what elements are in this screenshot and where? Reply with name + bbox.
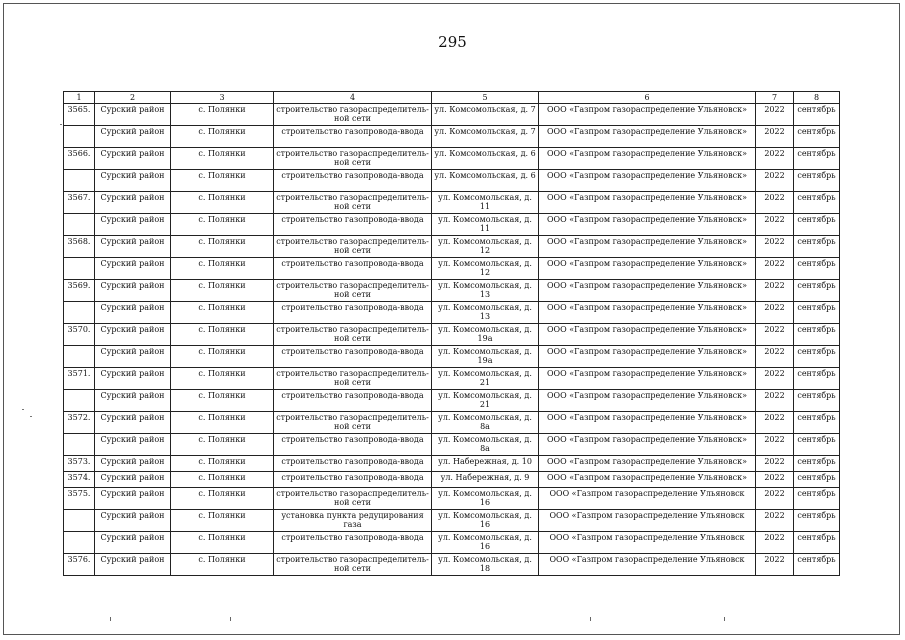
work-type-cell: строительство газораспределитель-ной сети [274, 148, 432, 170]
row-number: 3573. [64, 456, 95, 472]
year-cell: 2022 [756, 456, 794, 472]
year-cell: 2022 [756, 390, 794, 412]
district-cell: Сурский район [95, 192, 171, 214]
village-cell: с. Полянки [171, 302, 274, 324]
work-type-cell: строительство газораспределитель-ной сети [274, 236, 432, 258]
address-cell: ул. Комсомольская, д. 11 [432, 192, 539, 214]
work-type-cell: строительство газопровода-ввода [274, 214, 432, 236]
village-cell: с. Полянки [171, 104, 274, 126]
table-row [64, 456, 840, 472]
scan-tick [724, 617, 725, 621]
organization-cell: ООО «Газпром газораспределение Ульяновск» [539, 390, 756, 412]
header-cell: 3 [171, 92, 274, 104]
address-cell: ул. Комсомольская, д. 12 [432, 258, 539, 280]
year-cell: 2022 [756, 192, 794, 214]
organization-cell: ООО «Газпром газораспределение Ульяновск» [539, 472, 756, 488]
district-cell: Сурский район [95, 434, 171, 456]
organization-cell: ООО «Газпром газораспределение Ульяновск [539, 510, 756, 532]
table-row [64, 390, 840, 412]
work-type-cell: строительство газораспределитель-ной сети [274, 412, 432, 434]
district-cell: Сурский район [95, 412, 171, 434]
village-cell: с. Полянки [171, 280, 274, 302]
address-cell: ул. Комсомольская, д. 21 [432, 368, 539, 390]
village-cell: с. Полянки [171, 390, 274, 412]
table-row [64, 192, 840, 214]
scan-tick [110, 617, 111, 621]
row-number [64, 214, 95, 236]
address-cell: ул. Комсомольская, д. 16 [432, 488, 539, 510]
district-cell: Сурский район [95, 258, 171, 280]
year-cell: 2022 [756, 148, 794, 170]
table-row [64, 488, 840, 510]
month-cell: сентябрь [794, 488, 840, 510]
work-type-cell: строительство газопровода-ввода [274, 346, 432, 368]
month-cell: сентябрь [794, 126, 840, 148]
month-cell: сентябрь [794, 302, 840, 324]
year-cell: 2022 [756, 214, 794, 236]
month-cell: сентябрь [794, 214, 840, 236]
district-cell: Сурский район [95, 126, 171, 148]
header-cell: 6 [539, 92, 756, 104]
row-number: 3575. [64, 488, 95, 510]
month-cell: сентябрь [794, 412, 840, 434]
year-cell: 2022 [756, 346, 794, 368]
month-cell: сентябрь [794, 236, 840, 258]
work-type-cell: строительство газораспределитель-ной сети [274, 368, 432, 390]
row-number [64, 434, 95, 456]
organization-cell: ООО «Газпром газораспределение Ульяновск» [539, 280, 756, 302]
address-cell: ул. Комсомольская, д. 6 [432, 148, 539, 170]
year-cell: 2022 [756, 532, 794, 554]
year-cell: 2022 [756, 554, 794, 576]
address-cell: ул. Набережная, д. 9 [432, 472, 539, 488]
village-cell: с. Полянки [171, 456, 274, 472]
address-cell: ул. Комсомольская, д. 21 [432, 390, 539, 412]
month-cell: сентябрь [794, 456, 840, 472]
table-row [64, 126, 840, 148]
village-cell: с. Полянки [171, 510, 274, 532]
district-cell: Сурский район [95, 104, 171, 126]
table-row [64, 412, 840, 434]
village-cell: с. Полянки [171, 412, 274, 434]
row-number [64, 302, 95, 324]
row-number: 3570. [64, 324, 95, 346]
district-cell: Сурский район [95, 302, 171, 324]
row-number [64, 258, 95, 280]
row-number: 3571. [64, 368, 95, 390]
address-cell: ул. Комсомольская, д. 13 [432, 302, 539, 324]
row-number: 3567. [64, 192, 95, 214]
year-cell: 2022 [756, 472, 794, 488]
address-cell: ул. Комсомольская, д. 8а [432, 434, 539, 456]
work-type-cell: строительство газопровода-ввода [274, 532, 432, 554]
table-row [64, 324, 840, 346]
row-number [64, 390, 95, 412]
organization-cell: ООО «Газпром газораспределение Ульяновск» [539, 302, 756, 324]
district-cell: Сурский район [95, 472, 171, 488]
header-cell: 8 [794, 92, 840, 104]
month-cell: сентябрь [794, 434, 840, 456]
month-cell: сентябрь [794, 192, 840, 214]
scan-tick [230, 617, 231, 621]
table-row [64, 368, 840, 390]
month-cell: сентябрь [794, 368, 840, 390]
address-cell: ул. Комсомольская, д. 19а [432, 346, 539, 368]
district-cell: Сурский район [95, 532, 171, 554]
month-cell: сентябрь [794, 510, 840, 532]
organization-cell: ООО «Газпром газораспределение Ульяновск» [539, 368, 756, 390]
row-number [64, 126, 95, 148]
year-cell: 2022 [756, 434, 794, 456]
row-number [64, 532, 95, 554]
year-cell: 2022 [756, 236, 794, 258]
row-number: 3576. [64, 554, 95, 576]
organization-cell: ООО «Газпром газораспределение Ульяновск [539, 532, 756, 554]
header-cell: 5 [432, 92, 539, 104]
row-number [64, 510, 95, 532]
district-cell: Сурский район [95, 324, 171, 346]
month-cell: сентябрь [794, 346, 840, 368]
village-cell: с. Полянки [171, 488, 274, 510]
month-cell: сентябрь [794, 554, 840, 576]
header-cell: 2 [95, 92, 171, 104]
organization-cell: ООО «Газпром газораспределение Ульяновск» [539, 236, 756, 258]
month-cell: сентябрь [794, 280, 840, 302]
district-cell: Сурский район [95, 148, 171, 170]
organization-cell: ООО «Газпром газораспределение Ульяновск» [539, 324, 756, 346]
organization-cell: ООО «Газпром газораспределение Ульяновск» [539, 126, 756, 148]
row-number: 3574. [64, 472, 95, 488]
organization-cell: ООО «Газпром газораспределение Ульяновск» [539, 258, 756, 280]
table-row [64, 472, 840, 488]
month-cell: сентябрь [794, 390, 840, 412]
year-cell: 2022 [756, 280, 794, 302]
header-cell: 4 [274, 92, 432, 104]
village-cell: с. Полянки [171, 170, 274, 192]
address-cell: ул. Набережная, д. 10 [432, 456, 539, 472]
village-cell: с. Полянки [171, 192, 274, 214]
organization-cell: ООО «Газпром газораспределение Ульяновск» [539, 434, 756, 456]
gasification-table [63, 91, 840, 576]
village-cell: с. Полянки [171, 368, 274, 390]
year-cell: 2022 [756, 104, 794, 126]
month-cell: сентябрь [794, 472, 840, 488]
scan-tick [590, 617, 591, 621]
organization-cell: ООО «Газпром газораспределение Ульяновск [539, 488, 756, 510]
table-row [64, 258, 840, 280]
village-cell: с. Полянки [171, 472, 274, 488]
district-cell: Сурский район [95, 510, 171, 532]
month-cell: сентябрь [794, 532, 840, 554]
table-row [64, 170, 840, 192]
village-cell: с. Полянки [171, 258, 274, 280]
district-cell: Сурский район [95, 456, 171, 472]
month-cell: сентябрь [794, 324, 840, 346]
year-cell: 2022 [756, 412, 794, 434]
district-cell: Сурский район [95, 368, 171, 390]
address-cell: ул. Комсомольская, д. 16 [432, 510, 539, 532]
table-row [64, 280, 840, 302]
district-cell: Сурский район [95, 280, 171, 302]
address-cell: ул. Комсомольская, д. 6 [432, 170, 539, 192]
work-type-cell: строительство газораспределитель-ной сети [274, 280, 432, 302]
work-type-cell: строительство газораспределитель-ной сети [274, 192, 432, 214]
village-cell: с. Полянки [171, 554, 274, 576]
work-type-cell: строительство газораспределитель-ной сети [274, 324, 432, 346]
table-row [64, 302, 840, 324]
work-type-cell: строительство газопровода-ввода [274, 302, 432, 324]
district-cell: Сурский район [95, 214, 171, 236]
address-cell: ул. Комсомольская, д. 8а [432, 412, 539, 434]
organization-cell: ООО «Газпром газораспределение Ульяновск [539, 554, 756, 576]
work-type-cell: строительство газораспределитель-ной сети [274, 104, 432, 126]
district-cell: Сурский район [95, 346, 171, 368]
village-cell: с. Полянки [171, 434, 274, 456]
table-row [64, 346, 840, 368]
organization-cell: ООО «Газпром газораспределение Ульяновск» [539, 214, 756, 236]
year-cell: 2022 [756, 324, 794, 346]
work-type-cell: строительство газораспределитель-ной сети [274, 554, 432, 576]
work-type-cell: строительство газопровода-ввода [274, 258, 432, 280]
district-cell: Сурский район [95, 488, 171, 510]
table-row [64, 554, 840, 576]
work-type-cell: строительство газопровода-ввода [274, 390, 432, 412]
scan-speck [60, 124, 62, 125]
organization-cell: ООО «Газпром газораспределение Ульяновск» [539, 148, 756, 170]
work-type-cell: строительство газораспределитель-ной сети [274, 488, 432, 510]
row-number: 3565. [64, 104, 95, 126]
address-cell: ул. Комсомольская, д. 16 [432, 532, 539, 554]
organization-cell: ООО «Газпром газораспределение Ульяновск» [539, 346, 756, 368]
table-row [64, 148, 840, 170]
header-cell: 7 [756, 92, 794, 104]
organization-cell: ООО «Газпром газораспределение Ульяновск» [539, 192, 756, 214]
year-cell: 2022 [756, 258, 794, 280]
village-cell: с. Полянки [171, 236, 274, 258]
work-type-cell: строительство газопровода-ввода [274, 434, 432, 456]
scan-speck [30, 416, 32, 417]
address-cell: ул. Комсомольская, д. 19а [432, 324, 539, 346]
table-row [64, 214, 840, 236]
table-row [64, 104, 840, 126]
address-cell: ул. Комсомольская, д. 7 [432, 104, 539, 126]
row-number: 3569. [64, 280, 95, 302]
table-row [64, 434, 840, 456]
village-cell: с. Полянки [171, 532, 274, 554]
district-cell: Сурский район [95, 236, 171, 258]
organization-cell: ООО «Газпром газораспределение Ульяновск» [539, 412, 756, 434]
table-row [64, 532, 840, 554]
year-cell: 2022 [756, 302, 794, 324]
address-cell: ул. Комсомольская, д. 11 [432, 214, 539, 236]
district-cell: Сурский район [95, 554, 171, 576]
organization-cell: ООО «Газпром газораспределение Ульяновск» [539, 170, 756, 192]
year-cell: 2022 [756, 510, 794, 532]
work-type-cell: строительство газопровода-ввода [274, 472, 432, 488]
month-cell: сентябрь [794, 258, 840, 280]
village-cell: с. Полянки [171, 346, 274, 368]
address-cell: ул. Комсомольская, д. 12 [432, 236, 539, 258]
village-cell: с. Полянки [171, 126, 274, 148]
table-row [64, 510, 840, 532]
address-cell: ул. Комсомольская, д. 18 [432, 554, 539, 576]
header-cell: 1 [64, 92, 95, 104]
work-type-cell: строительство газопровода-ввода [274, 456, 432, 472]
table-row [64, 236, 840, 258]
scan-speck [22, 409, 24, 410]
work-type-cell: установка пункта редуцирования газа [274, 510, 432, 532]
year-cell: 2022 [756, 170, 794, 192]
work-type-cell: строительство газопровода-ввода [274, 170, 432, 192]
year-cell: 2022 [756, 368, 794, 390]
header-row [64, 92, 840, 104]
district-cell: Сурский район [95, 170, 171, 192]
village-cell: с. Полянки [171, 148, 274, 170]
year-cell: 2022 [756, 488, 794, 510]
row-number: 3568. [64, 236, 95, 258]
page-number: 295 [438, 33, 467, 51]
address-cell: ул. Комсомольская, д. 7 [432, 126, 539, 148]
organization-cell: ООО «Газпром газораспределение Ульяновск» [539, 456, 756, 472]
month-cell: сентябрь [794, 148, 840, 170]
work-type-cell: строительство газопровода-ввода [274, 126, 432, 148]
row-number [64, 170, 95, 192]
village-cell: с. Полянки [171, 214, 274, 236]
month-cell: сентябрь [794, 104, 840, 126]
month-cell: сентябрь [794, 170, 840, 192]
address-cell: ул. Комсомольская, д. 13 [432, 280, 539, 302]
row-number: 3572. [64, 412, 95, 434]
row-number: 3566. [64, 148, 95, 170]
village-cell: с. Полянки [171, 324, 274, 346]
year-cell: 2022 [756, 126, 794, 148]
row-number [64, 346, 95, 368]
organization-cell: ООО «Газпром газораспределение Ульяновск» [539, 104, 756, 126]
district-cell: Сурский район [95, 390, 171, 412]
